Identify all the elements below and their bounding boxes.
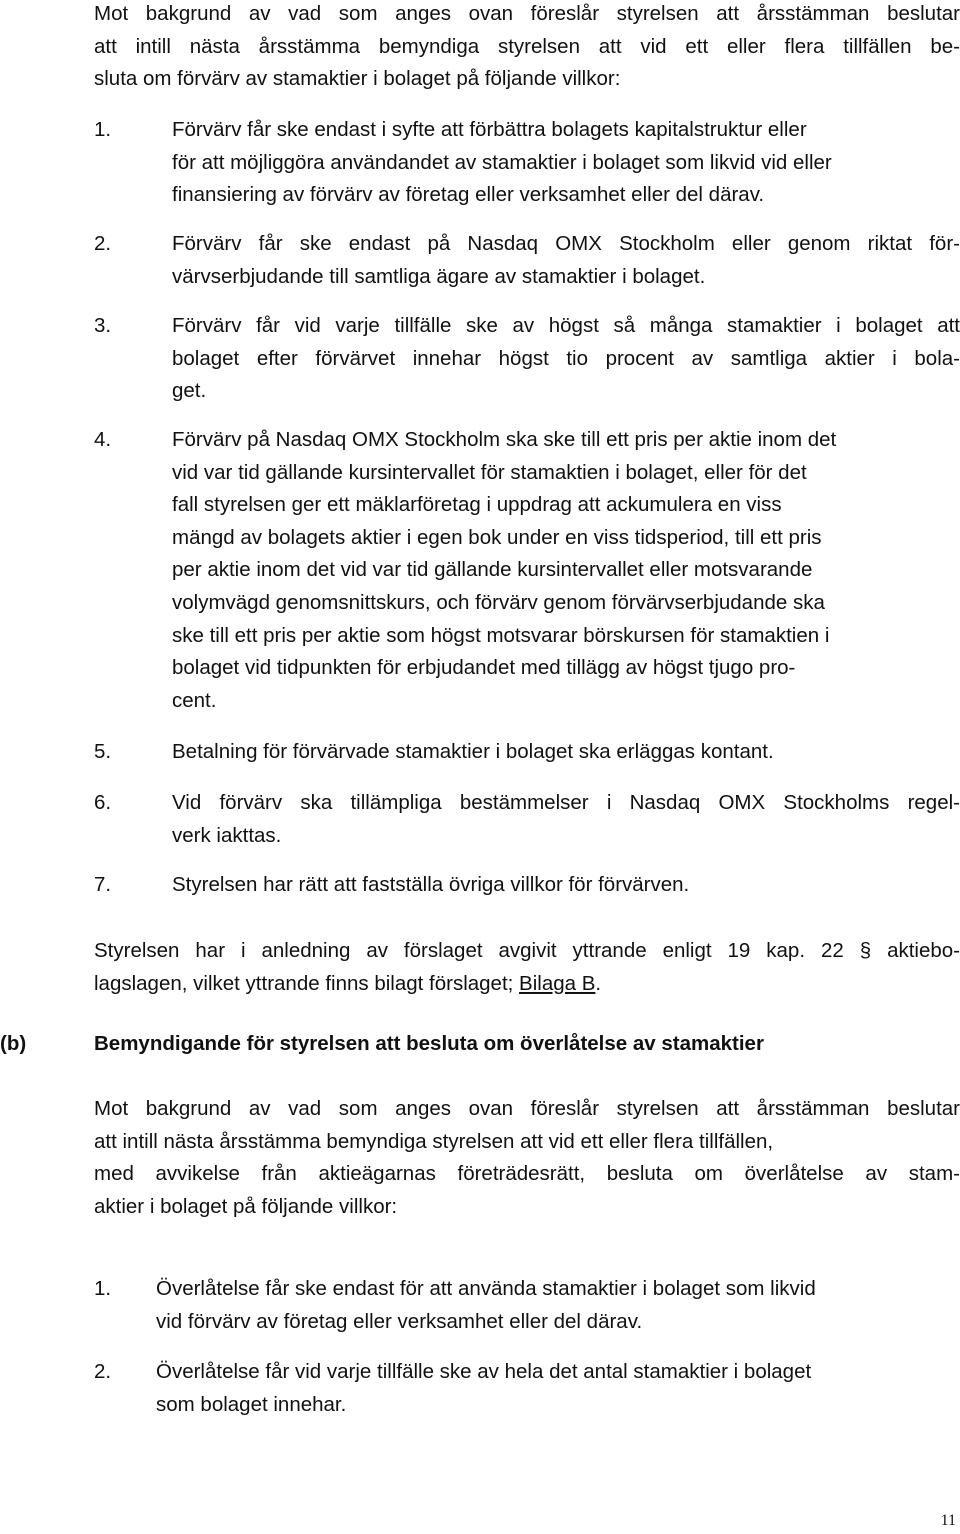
intro-line: med avvikelse från aktieägarnas företrädesrätt, besluta om överlåtelse av stam- (94, 1162, 960, 1186)
condition-text (156, 1356, 960, 1421)
condition-number: 2. (94, 232, 112, 255)
intro-paragraph (94, 0, 960, 96)
condition-line: get. (172, 379, 207, 403)
section-title: Bemyndigande för styrelsen att besluta om överlåtelse av stamaktier (94, 1032, 764, 1055)
bilaga-b-link[interactable]: Bilaga B (519, 971, 596, 995)
condition-number: 1. (94, 1277, 112, 1300)
condition-line: vid var tid gällande kursintervallet för stamaktien i bolaget, eller för det (172, 460, 807, 484)
condition-line: bolaget vid tidpunkten för erbjudandet med tillägg av högst tjugo pro- (172, 656, 796, 680)
condition-number: 6. (94, 791, 112, 814)
intro-line: att intill nästa årsstämma bemyndiga styrelsen att vid ett eller flera tillfällen, (94, 1129, 774, 1153)
condition-line: volymvägd genomsnittskurs, och förvärv genom förvärvserbjudande ska (172, 590, 825, 614)
condition-line: finansiering av förvärv av företag eller verksamhet eller del därav. (172, 183, 765, 207)
condition-line: fall styrelsen ger ett mäklarföretag i uppdrag att ackumulera en viss (172, 493, 782, 517)
condition-line: Betalning för förvärvade stamaktier i bolaget ska erläggas kontant. (172, 740, 774, 763)
page-number: 11 (940, 1512, 956, 1529)
intro-line: aktier i bolaget på följande villkor: (94, 1194, 398, 1218)
statement-period: . (595, 971, 602, 995)
intro-line: att intill nästa årsstämma bemyndiga styrelsen att vid ett eller flera tillfällen be- (94, 34, 960, 58)
condition-line: Styrelsen har rätt att fastställa övriga villkor för förvärven. (172, 873, 690, 896)
condition-line: vid förvärv av företag eller verksamhet eller del därav. (156, 1309, 643, 1333)
intro-line: sluta om förvärv av stamaktier i bolaget på följande villkor: (94, 67, 621, 91)
condition-text (172, 424, 960, 717)
condition-text (172, 114, 960, 212)
condition-text (156, 1273, 960, 1338)
condition-line: Förvärv på Nasdaq OMX Stockholm ska ske till ett pris per aktie inom det (172, 428, 837, 451)
section-b-intro-paragraph (94, 1093, 960, 1223)
condition-text (172, 787, 960, 852)
condition-number: 2. (94, 1360, 112, 1383)
condition-number: 4. (94, 428, 112, 451)
statement-paragraph (94, 935, 960, 1000)
intro-line: Mot bakgrund av vad som anges ovan föreslår styrelsen att årsstämman beslutar (94, 2, 960, 25)
condition-text (172, 228, 960, 293)
condition-line: Förvärv får vid varje tillfälle ske av högst så många stamaktier i bolaget att (172, 314, 960, 337)
section-label: (b) (0, 1032, 27, 1055)
condition-line: Vid förvärv ska tillämpliga bestämmelser i Nasdaq OMX Stockholms regel- (172, 791, 960, 814)
condition-line: per aktie inom det vid var tid gällande kursintervallet eller motsvarande (172, 558, 813, 582)
condition-number: 7. (94, 873, 112, 896)
condition-line: Överlåtelse får ske endast för att använda stamaktier i bolaget som likvid (156, 1277, 816, 1300)
intro-line: Mot bakgrund av vad som anges ovan föreslår styrelsen att årsstämman beslutar (94, 1097, 960, 1120)
condition-text (172, 869, 960, 902)
condition-line: ske till ett pris per aktie som högst motsvarar börskursen för stamaktien i (172, 623, 830, 647)
condition-line: bolaget efter förvärvet innehar högst tio procent av samtliga aktier i bola- (172, 346, 960, 370)
condition-line: verk iakttas. (172, 823, 282, 847)
condition-line: för att möjliggöra användandet av stamaktier i bolaget som likvid vid eller (172, 150, 832, 174)
statement-line: Styrelsen har i anledning av förslaget avgivit yttrande enligt 19 kap. 22 § aktiebo- (94, 939, 960, 962)
statement-line (94, 968, 960, 1001)
condition-line: mängd av bolagets aktier i egen bok under en viss tidsperiod, till ett pris (172, 525, 822, 549)
condition-line: värvserbjudande till samtliga ägare av stamaktier i bolaget. (172, 264, 706, 288)
condition-line: Överlåtelse får vid varje tillfälle ske av hela det antal stamaktier i bolaget (156, 1360, 812, 1383)
condition-number: 3. (94, 314, 112, 337)
condition-line: cent. (172, 688, 217, 712)
condition-text (172, 736, 960, 769)
condition-text (172, 310, 960, 408)
statement-text: lagslagen, vilket yttrande finns bilagt förslaget; (94, 971, 520, 995)
condition-number: 1. (94, 118, 112, 141)
condition-line: Förvärv får ske endast på Nasdaq OMX Stockholm eller genom riktat för- (172, 232, 960, 255)
condition-line: som bolaget innehar. (156, 1392, 347, 1416)
condition-line: Förvärv får ske endast i syfte att förbättra bolagets kapitalstruktur eller (172, 118, 807, 141)
condition-number: 5. (94, 740, 112, 763)
